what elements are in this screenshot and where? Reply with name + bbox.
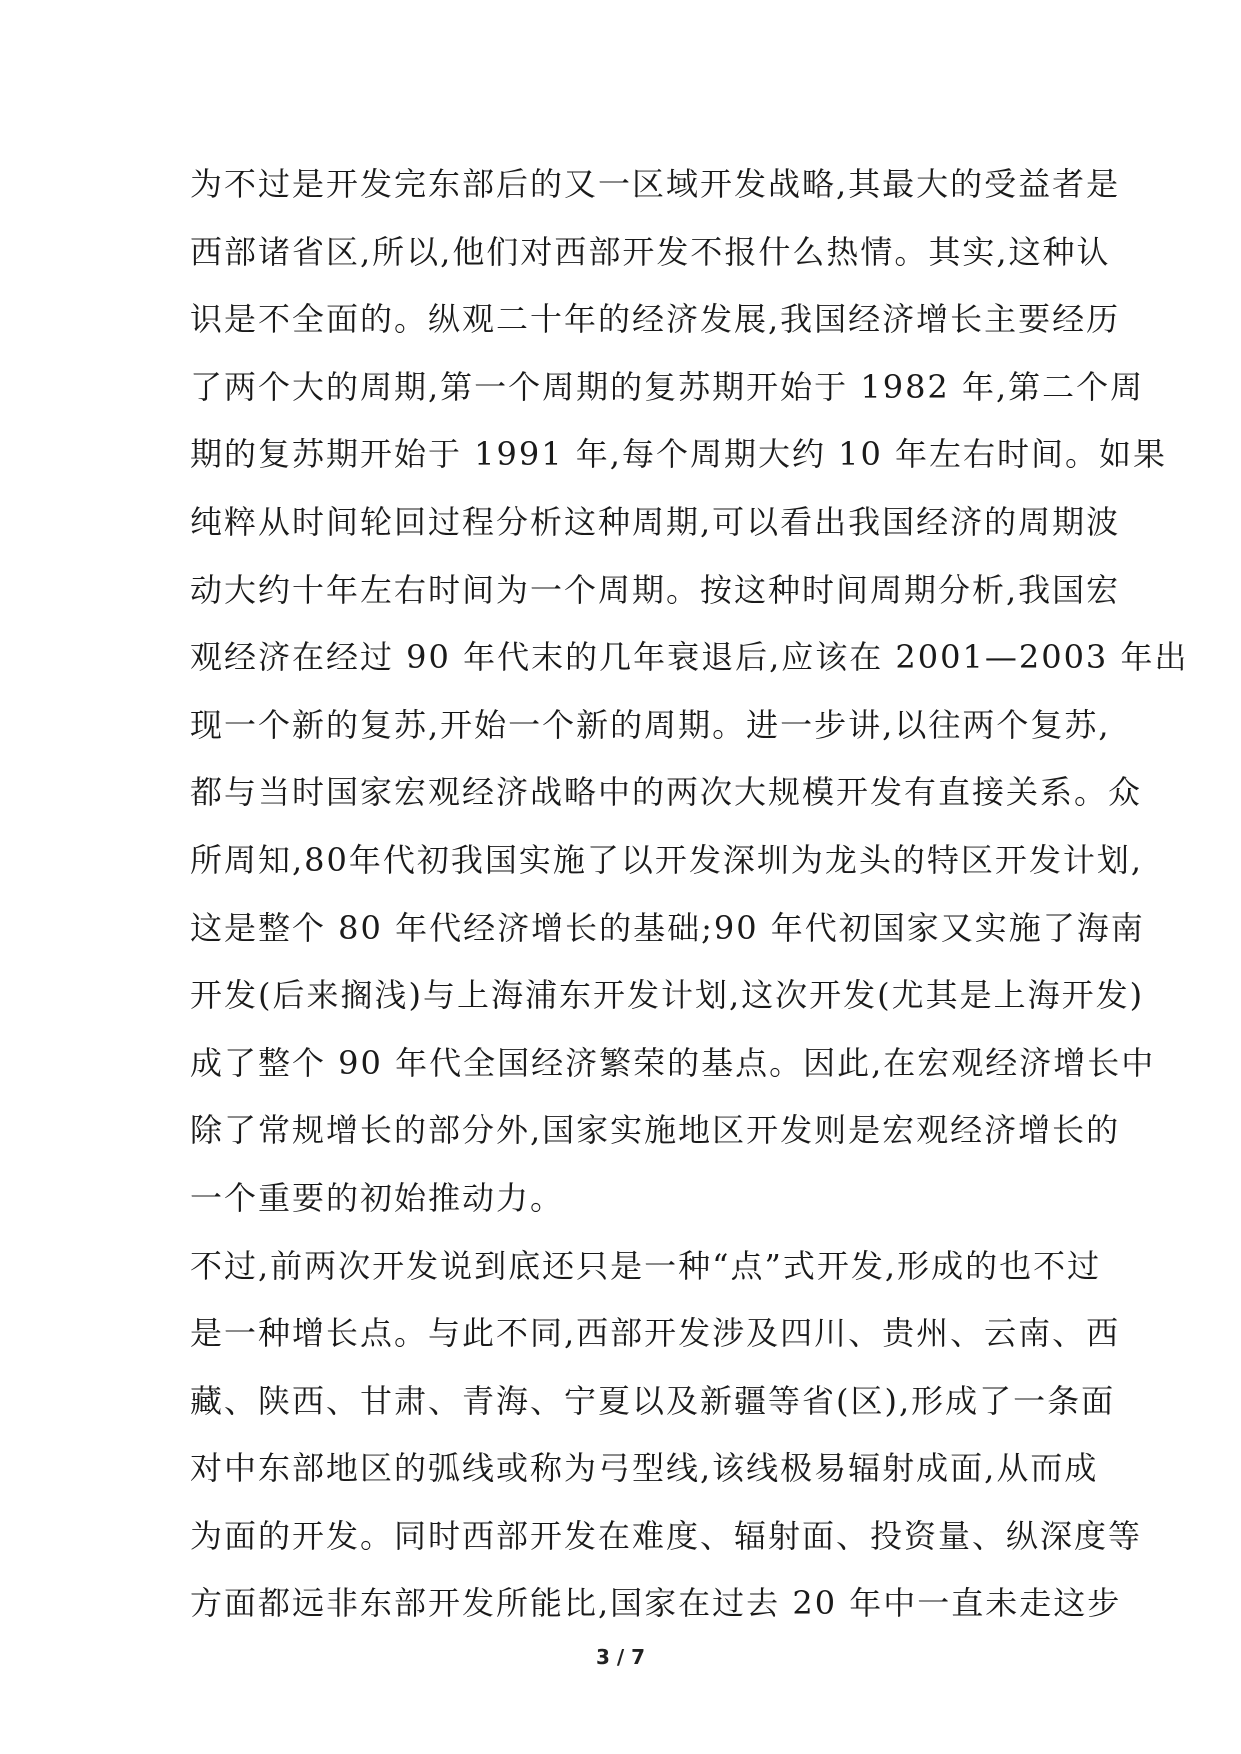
text-line: 是一种增长点。与此不同,西部开发涉及四川、贵州、云南、西 [190, 1314, 1121, 1353]
page-number: 3 / 7 [595, 1645, 646, 1669]
text-line: 开发(后来搁浅)与上海浦东开发计划,这次开发(尤其是上海开发) [190, 976, 1145, 1015]
text-line: 都与当时国家宏观经济战略中的两次大规模开发有直接关系。众 [190, 773, 1143, 812]
text-line: 这是整个 80 年代经济增长的基础;90 年代初国家又实施了海南 [190, 908, 1145, 947]
text-line: 现一个新的复苏,开始一个新的周期。进一步讲,以往两个复苏, [190, 705, 1111, 744]
text-line: 一个重要的初始推动力。 [190, 1178, 565, 1217]
text-line: 对中东部地区的弧线或称为弓型线,该线极易辐射成面,从而成 [190, 1449, 1099, 1488]
text-line: 方面都远非东部开发所能比,国家在过去 20 年中一直未走这步 [190, 1584, 1122, 1623]
text-line: 不过,前两次开发说到底还只是一种“点”式开发,形成的也不过 [190, 1246, 1102, 1285]
text-line: 了两个大的周期,第一个周期的复苏期开始于 1982 年,第二个周 [190, 367, 1145, 406]
text-line: 观经济在经过 90 年代末的几年衰退后,应该在 2001—2003 年出 [190, 638, 1189, 677]
text-line: 成了整个 90 年代全国经济繁荣的基点。因此,在宏观经济增长中 [190, 1043, 1156, 1082]
text-line: 所周知,80年代初我国实施了以开发深圳为龙头的特区开发计划, [190, 840, 1144, 879]
text-line: 除了常规增长的部分外,国家实施地区开发则是宏观经济增长的 [190, 1111, 1121, 1150]
text-line: 纯粹从时间轮回过程分析这种周期,可以看出我国经济的周期波 [190, 502, 1121, 541]
text-line: 动大约十年左右时间为一个周期。按这种时间周期分析,我国宏 [190, 570, 1121, 609]
text-line: 为不过是开发完东部后的又一区域开发战略,其最大的受益者是 [190, 165, 1121, 203]
text-line: 识是不全面的。纵观二十年的经济发展,我国经济增长主要经历 [190, 300, 1121, 339]
text-line: 西部诸省区,所以,他们对西部开发不报什么热情。其实,这种认 [190, 232, 1111, 271]
text-line: 为面的开发。同时西部开发在难度、辐射面、投资量、纵深度等 [190, 1516, 1143, 1555]
page-body [190, 158, 1189, 1645]
text-line: 藏、陕西、甘肃、青海、宁夏以及新疆等省(区),形成了一条面 [190, 1381, 1116, 1420]
text-line: 期的复苏期开始于 1991 年,每个周期大约 10 年左右时间。如果 [190, 435, 1168, 474]
